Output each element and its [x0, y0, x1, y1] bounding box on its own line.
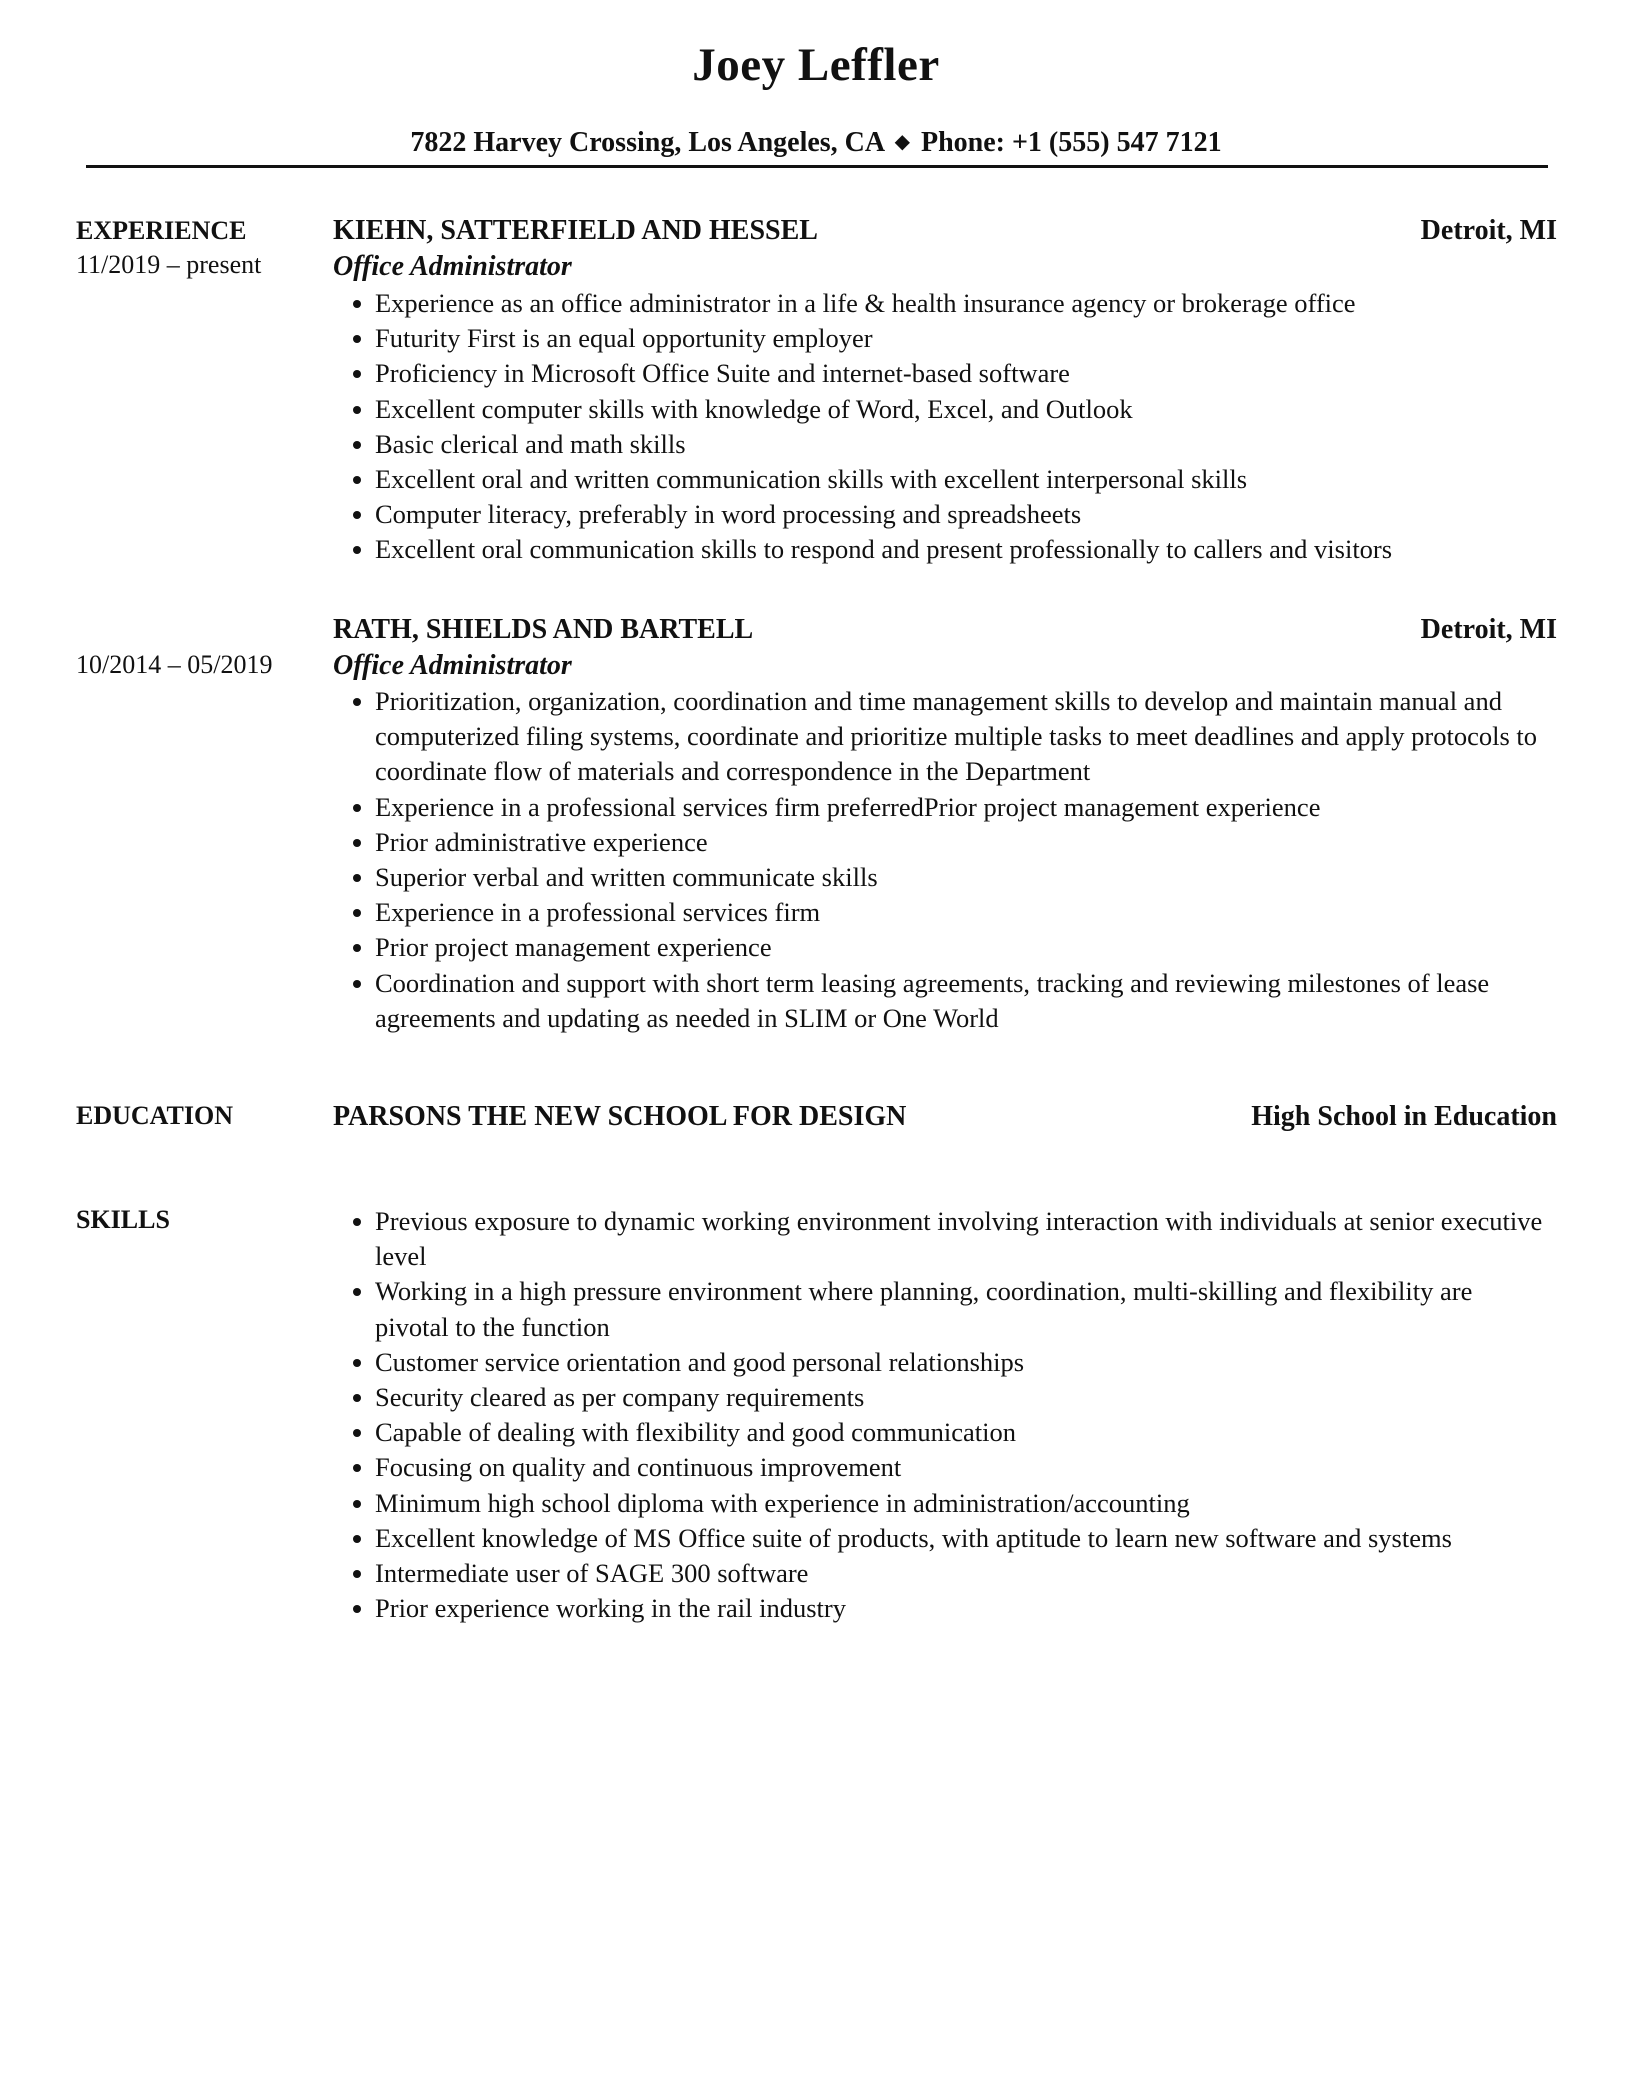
experience-heading: EXPERIENCE: [76, 216, 247, 245]
list-item: Focusing on quality and continuous improvement: [375, 1450, 1550, 1485]
job-location: Detroit, MI: [1420, 614, 1557, 645]
education-school: PARSONS THE NEW SCHOOL FOR DESIGN: [333, 1101, 907, 1132]
list-item: Superior verbal and written communicate skills: [375, 860, 1550, 895]
list-item: Minimum high school diploma with experience in administration/accounting: [375, 1486, 1550, 1521]
list-item: Basic clerical and math skills: [375, 427, 1550, 462]
skills-heading: SKILLS: [76, 1205, 170, 1234]
job-company: RATH, SHIELDS AND BARTELL: [333, 614, 754, 645]
list-item: Prior project management experience: [375, 930, 1550, 965]
list-item: Previous exposure to dynamic working environment involving interaction with individuals at senior executive level: [375, 1204, 1550, 1274]
job-title: Office Administrator: [333, 251, 572, 282]
list-item: Prioritization, organization, coordination and time management skills to develop and maintain manual and computerized filing systems, coordinate and prioritize multiple tasks to meet deadlines and apply protocols to coordinate flow of materials and correspondence in the Department: [375, 684, 1550, 790]
list-item: Excellent computer skills with knowledge of Word, Excel, and Outlook: [375, 392, 1550, 427]
list-item: Customer service orientation and good personal relationships: [375, 1345, 1550, 1380]
diamond-separator-icon: ◆: [894, 131, 910, 153]
list-item: Prior administrative experience: [375, 825, 1550, 860]
job-dates: 10/2014 – 05/2019: [76, 650, 273, 679]
list-item: Security cleared as per company requirements: [375, 1380, 1550, 1415]
job-bullets: [375, 684, 1550, 1036]
job-dates: 11/2019 – present: [76, 250, 262, 279]
list-item: Experience in a professional services firm preferredPrior project management experience: [375, 790, 1550, 825]
job-bullets: [375, 286, 1550, 568]
list-item: Proficiency in Microsoft Office Suite and internet-based software: [375, 356, 1550, 391]
list-item: Experience in a professional services firm: [375, 895, 1550, 930]
list-item: Excellent knowledge of MS Office suite of products, with aptitude to learn new software and systems: [375, 1521, 1550, 1556]
list-item: Excellent oral communication skills to respond and present professionally to callers and visitors: [375, 532, 1550, 567]
list-item: Experience as an office administrator in a life & health insurance agency or brokerage office: [375, 286, 1550, 321]
list-item: Coordination and support with short term leasing agreements, tracking and reviewing milestones of lease agreements and updating as needed in SLIM or One World: [375, 966, 1550, 1036]
list-item: Working in a high pressure environment where planning, coordination, multi-skilling and flexibility are pivotal to the function: [375, 1274, 1550, 1344]
list-item: Capable of dealing with flexibility and good communication: [375, 1415, 1550, 1450]
list-item: Intermediate user of SAGE 300 software: [375, 1556, 1550, 1591]
candidate-name: Joey Leffler: [692, 39, 940, 91]
list-item: Futurity First is an equal opportunity employer: [375, 321, 1550, 356]
header-divider: [86, 165, 1548, 168]
list-item: Prior experience working in the rail industry: [375, 1591, 1550, 1626]
contact-line: [0, 127, 1632, 159]
job-title: Office Administrator: [333, 650, 572, 681]
address: 7822 Harvey Crossing, Los Angeles, CA: [410, 127, 884, 158]
education-degree: High School in Education: [1251, 1101, 1557, 1132]
job-company: KIEHN, SATTERFIELD AND HESSEL: [333, 215, 818, 246]
education-heading: EDUCATION: [76, 1101, 233, 1130]
skills-list: [375, 1204, 1550, 1626]
list-item: Excellent oral and written communication skills with excellent interpersonal skills: [375, 462, 1550, 497]
phone: Phone: +1 (555) 547 7121: [920, 127, 1222, 158]
list-item: Computer literacy, preferably in word processing and spreadsheets: [375, 497, 1550, 532]
job-location: Detroit, MI: [1420, 215, 1557, 246]
